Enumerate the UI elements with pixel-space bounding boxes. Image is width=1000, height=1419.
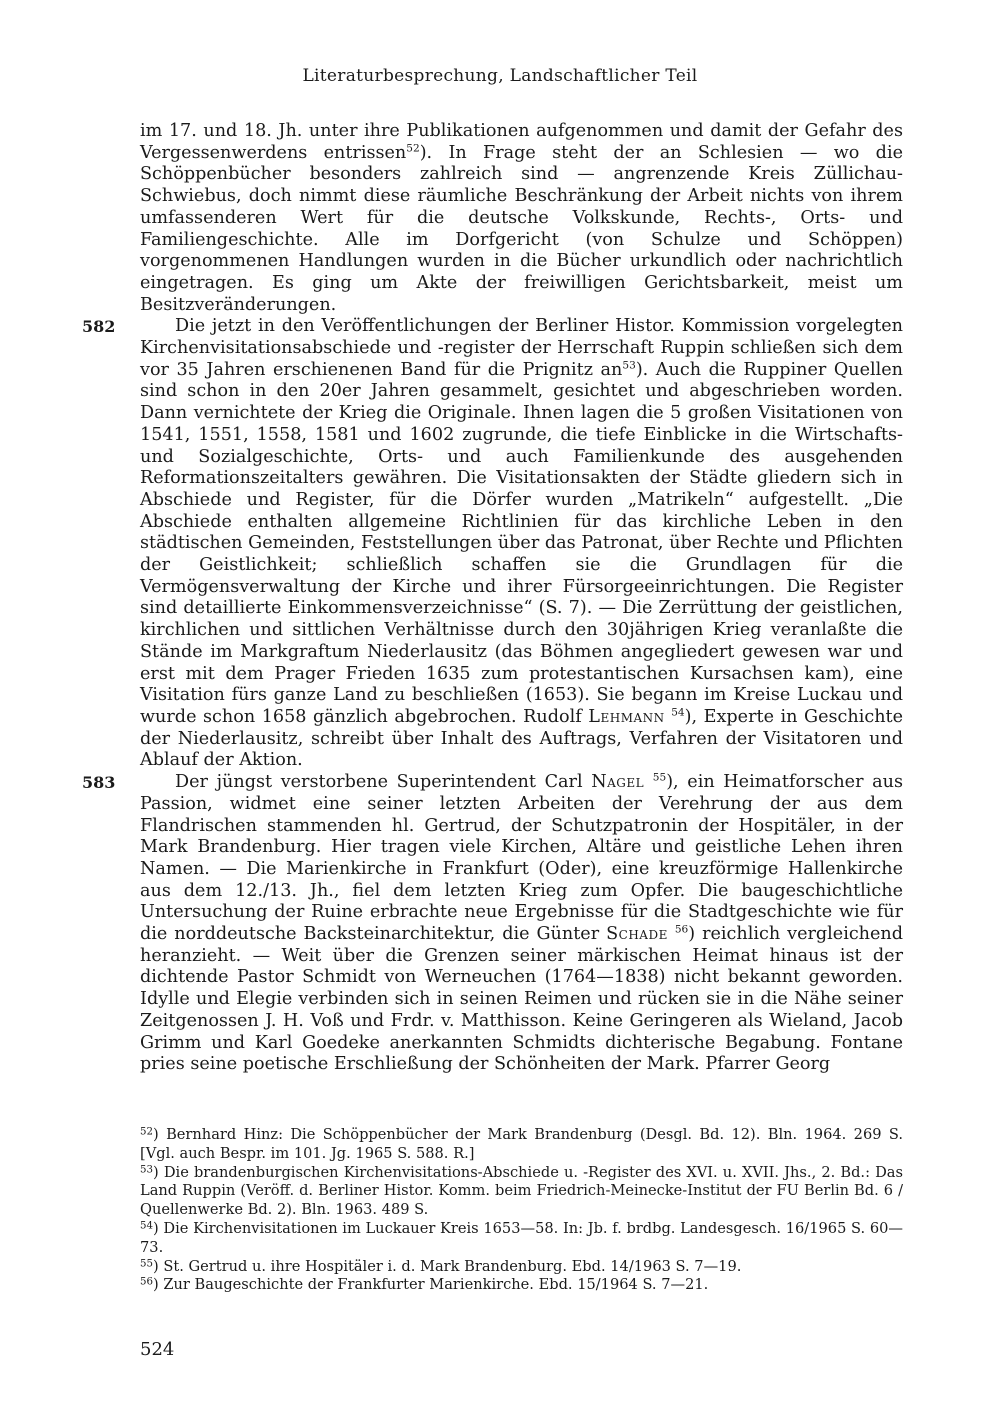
- text-run: [644, 772, 653, 792]
- text-run: ). In Frage steht der an Schlesien — wo die Schöppenbücher besonders zahlreich sind — angrenzende Kreis Züllichau-Schwiebus, doch nimmt diese räumliche Beschränkung der Arbeit nichts von ihrem umfassenderen Wert für die deutsche Volkskunde, Rechts-, Orts- und Familiengeschichte. Alle im Dorfgericht (von Schulze und Schöppen) vorgenommenen Handlungen wurden in die Bücher urkundlich oder nachrichtlich eingetragen. Es ging um Akte der freiwilligen Gerichtsbarkeit, meist um Besitzveränderungen.: [140, 142, 903, 315]
- footnote-marker: 56: [674, 923, 689, 936]
- footnote-marker: 55: [652, 771, 667, 784]
- text-run: ). Auch die Ruppiner Quellen sind schon in den 20er Jahren gesammelt, gesichtet und abgeschrieben worden. Dann vernichtete der Krieg die Originale. Ihnen lagen die 5 großen Visitationen von 1541, 1551, 1558, 1581 und 1602 zugrunde, die tiefe Einblicke in die Wirtschafts- und Sozialgeschichte, Orts- und auch Familienkunde des ausgehenden Reformationszeitalters gewähren. Die Visitationsakten der Städte gliedern sich in Abschiede und Register, für die Dörfer wurden „Matrikeln“ aufgestellt. „Die Abschiede enthalten allgemeine Richtlinien für das kirchliche Leben in den städtischen Gemeinden, Feststellungen über das Patronat, über Rechte und Pflichten der Geistlichkeit; schließlich schaffen sie die Grundlagen für die Vermögensverwaltung der Kirche und ihrer Fürsorgeeinrichtungen. Die Register sind detaillierte Einkommensverzeichnisse“ (S. 7). — Die Zerrüttung der geistlichen, kirchlichen und sittlichen Verhältnisse durch den 30jährigen Krieg veranlaßte die Stände im Markgraftum Niederlausitz (das Böhmen angegliedert gewesen war und erst mit dem Prager Frieden 1635 zum protestantischen Kursachsen kam), eine Visitation fürs ganze Land zu beschließen (1653). Sie begann im Kreise Luckau und wurde schon 1658 gänzlich abgebrochen. Rudolf: [140, 359, 903, 727]
- author-name: Nagel: [591, 772, 645, 793]
- text-run: ), Experte in Geschichte der Niederlausitz, schreibt über Inhalt des Auftrags, Verfahren der Visitatoren und Ablauf der Aktion.: [140, 706, 904, 771]
- footnote-marker: 54: [671, 706, 685, 719]
- running-head: Literaturbesprechung, Landschaftlicher Teil: [302, 66, 698, 86]
- footnote-number: 53: [140, 1164, 154, 1175]
- footnote: [140, 1276, 903, 1295]
- text-run: im 17. und 18. Jh. unter ihre Publikationen aufgenommen und damit der Gefahr des Vergessenwerdens entrissen: [140, 121, 903, 163]
- text-run: Die jetzt in den Veröffentlichungen der Berliner Histor. Kommission vorgelegten Kirchenvisitationsabschiede und -register der Herrschaft Ruppin schließen sich dem vor 35 Jahren erschienenen Band für die Prignitz an: [140, 316, 903, 380]
- text-run: ) reichlich vergleichend heranzieht. — Weit über die Grenzen seiner märkischen Heimat hinaus ist der dichtende Pastor Schmidt von Werneuchen (1764—1838) nicht bekannt geworden. Idylle und Elegie verbinden sich in seinen Reimen und rücken sie in die Nähe seiner Zeitgenossen J. H. Voß und Frdr. v. Matthisson. Keine Geringeren als Wieland, Jacob Grimm und Karl Goedeke anerkannten Schmidts dichterische Begabung. Fontane pries seine poetische Erschließung der Schönheiten der Mark. Pfarrer Georg: [140, 924, 904, 1075]
- margin-entry-number: 582: [82, 317, 116, 337]
- page-number: 524: [140, 1339, 175, 1360]
- footnote-text: ) Zur Baugeschichte der Frankfurter Marienkirche. Ebd. 15/1964 S. 7—21.: [153, 1276, 709, 1294]
- footnote-text: ) Bernhard Hinz: Die Schöppenbücher der Mark Brandenburg (Desgl. Bd. 12). Bln. 1964. 269 S. [Vgl. auch Bespr. im 101. Jg. 1965 S. 588. R.]: [140, 1126, 903, 1162]
- text-run: [668, 924, 675, 944]
- paragraph: [140, 121, 903, 316]
- footnote-text: ) St. Gertrud u. ihre Hospitäler i. d. Mark Brandenburg. Ebd. 14/1963 S. 7—19.: [153, 1257, 742, 1275]
- footnote-marker: 53: [622, 359, 636, 372]
- author-name: Lehmann: [588, 706, 665, 727]
- footnote-number: 52: [140, 1126, 154, 1138]
- text-run: ), ein Heimatforscher aus Passion, widmet eine seiner letzten Arbeiten der Verehrung der aus dem Flandrischen stammenden hl. Gertrud, der Schutzpatronin der Hospitäler, in der Mark Brandenburg. Hier tragen viele Kirchen, Altäre und geistliche Lehen ihren Namen. — Die Marienkirche in Frankfurt (Oder), eine kreuzförmige Hallenkirche aus dem 12./13. Jh., fiel dem letzten Krieg zum Opfer. Die baugeschichtliche Untersuchung der Ruine erbrachte neue Ergebnisse für die Stadtgeschichte wie für die norddeutsche Backsteinarchitektur, die Günter: [140, 772, 903, 945]
- footnote: [140, 1220, 903, 1258]
- footnote-number: 55: [140, 1257, 154, 1269]
- footnote-text: ) Die brandenburgischen Kirchenvisitations-Abschiede u. -Register des XVI. u. XVII. Jhs., 2. Bd.: Das Land Ruppin (Veröff. d. Berliner Histor. Komm. beim Friedrich-Meinecke-Institut der FU Berlin Bd. 6 / Quellenwerke Bd. 2). Bln. 1963. 489 S.: [140, 1163, 903, 1219]
- paragraph: [82, 316, 904, 772]
- text-run: Der jüngst verstorbene Superintendent Carl: [175, 772, 592, 793]
- footnote-number: 54: [140, 1220, 154, 1232]
- margin-entry-number: 583: [82, 773, 116, 793]
- footnote-marker: 52: [406, 142, 420, 155]
- footnote-text: ) Die Kirchenvisitationen im Luckauer Kreis 1653—58. In: Jb. f. brdbg. Landesgesch. 16/1965 S. 60—73.: [140, 1219, 903, 1256]
- author-name: Schade: [606, 924, 668, 945]
- footnote: [140, 1258, 903, 1277]
- footnotes: [140, 1126, 903, 1295]
- body-text: [82, 121, 904, 1076]
- footnote-number: 56: [140, 1276, 154, 1288]
- paragraph: [82, 771, 904, 1076]
- footnote: [140, 1126, 903, 1164]
- footnote: [140, 1164, 903, 1220]
